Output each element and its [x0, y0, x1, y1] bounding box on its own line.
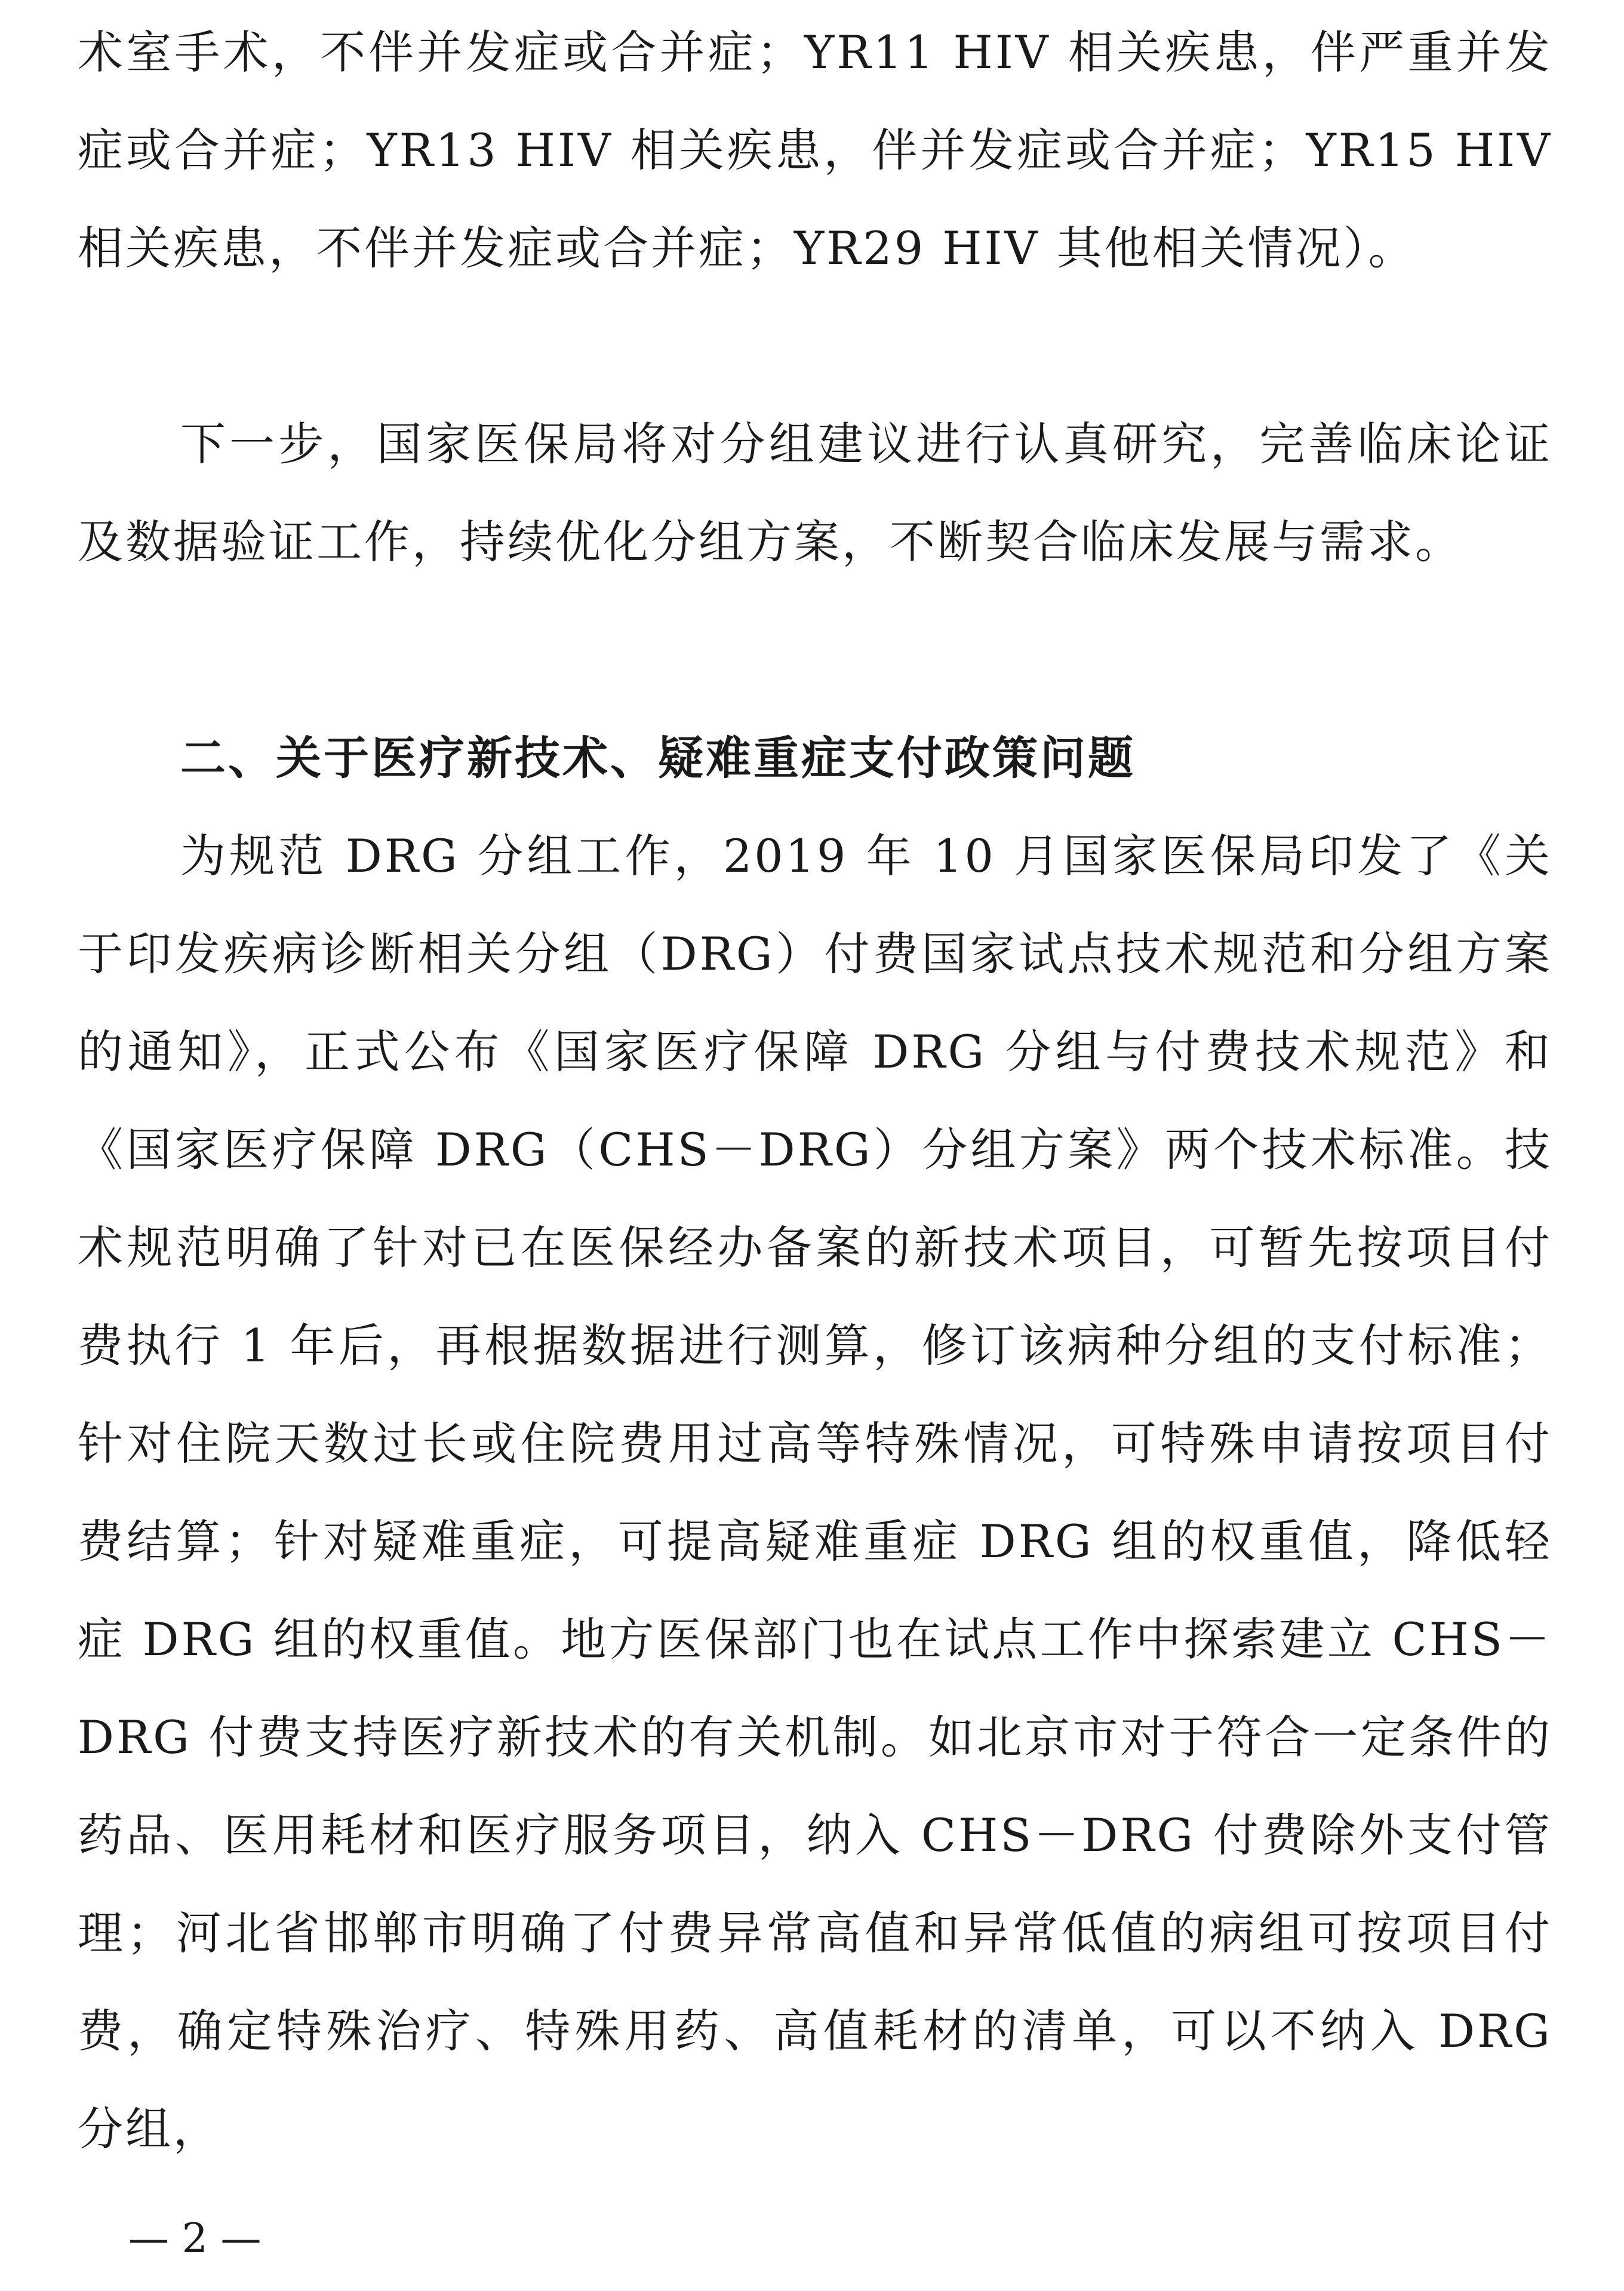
- paragraph-section-body: 为规范 DRG 分组工作，2019 年 10 月国家医保局印发了《关于印发疾病诊断相关分组（DRG）付费国家试点技术规范和分组方案的通知》，正式公布《国家医疗保障 DRG 分组与付费技术规范》和《国家医疗保障 DRG（CHS－DRG）分组方案》两个技术标准。技术规范明确了针对已在医保经办备案的新技术项目，可暂先按项目付费执行 1 年后，再根据数据进行测算，修订该病种分组的支付标准；针对住院天数过长或住院费用过高等特殊情况，可特殊申请按项目付费结算；针对疑难重症，可提高疑难重症 DRG 组的权重值，降低轻症 DRG 组的权重值。地方医保部门也在试点工作中探索建立 CHS－DRG 付费支持医疗新技术的有关机制。如北京市对于符合一定条件的药品、医用耗材和医疗服务项目，纳入 CHS－DRG 付费除外支付管理；河北省邯郸市明确了付费异常高值和异常低值的病组可按项目付费，确定特殊治疗、特殊用药、高值耗材的清单，可以不纳入 DRG 分组，: [78, 829, 1552, 2155]
- paragraph-continuation: 术室手术，不伴并发症或合并症；YR11 HIV 相关疾患，伴严重并发症或合并症；YR13 HIV 相关疾患，伴并发症或合并症；YR15 HIV 相关疾患，不伴并发症或合并症；YR29 HIV 其他相关情况）。: [78, 26, 1552, 275]
- page-number: — 2 —: [128, 2215, 262, 2262]
- section-heading: 二、关于医疗新技术、疑难重症支付政策问题: [180, 731, 1136, 785]
- paragraph-next-step: 下一步，国家医保局将对分组建议进行认真研究，完善临床论证及数据验证工作，持续优化分组方案，不断契合临床发展与需求。: [78, 417, 1552, 568]
